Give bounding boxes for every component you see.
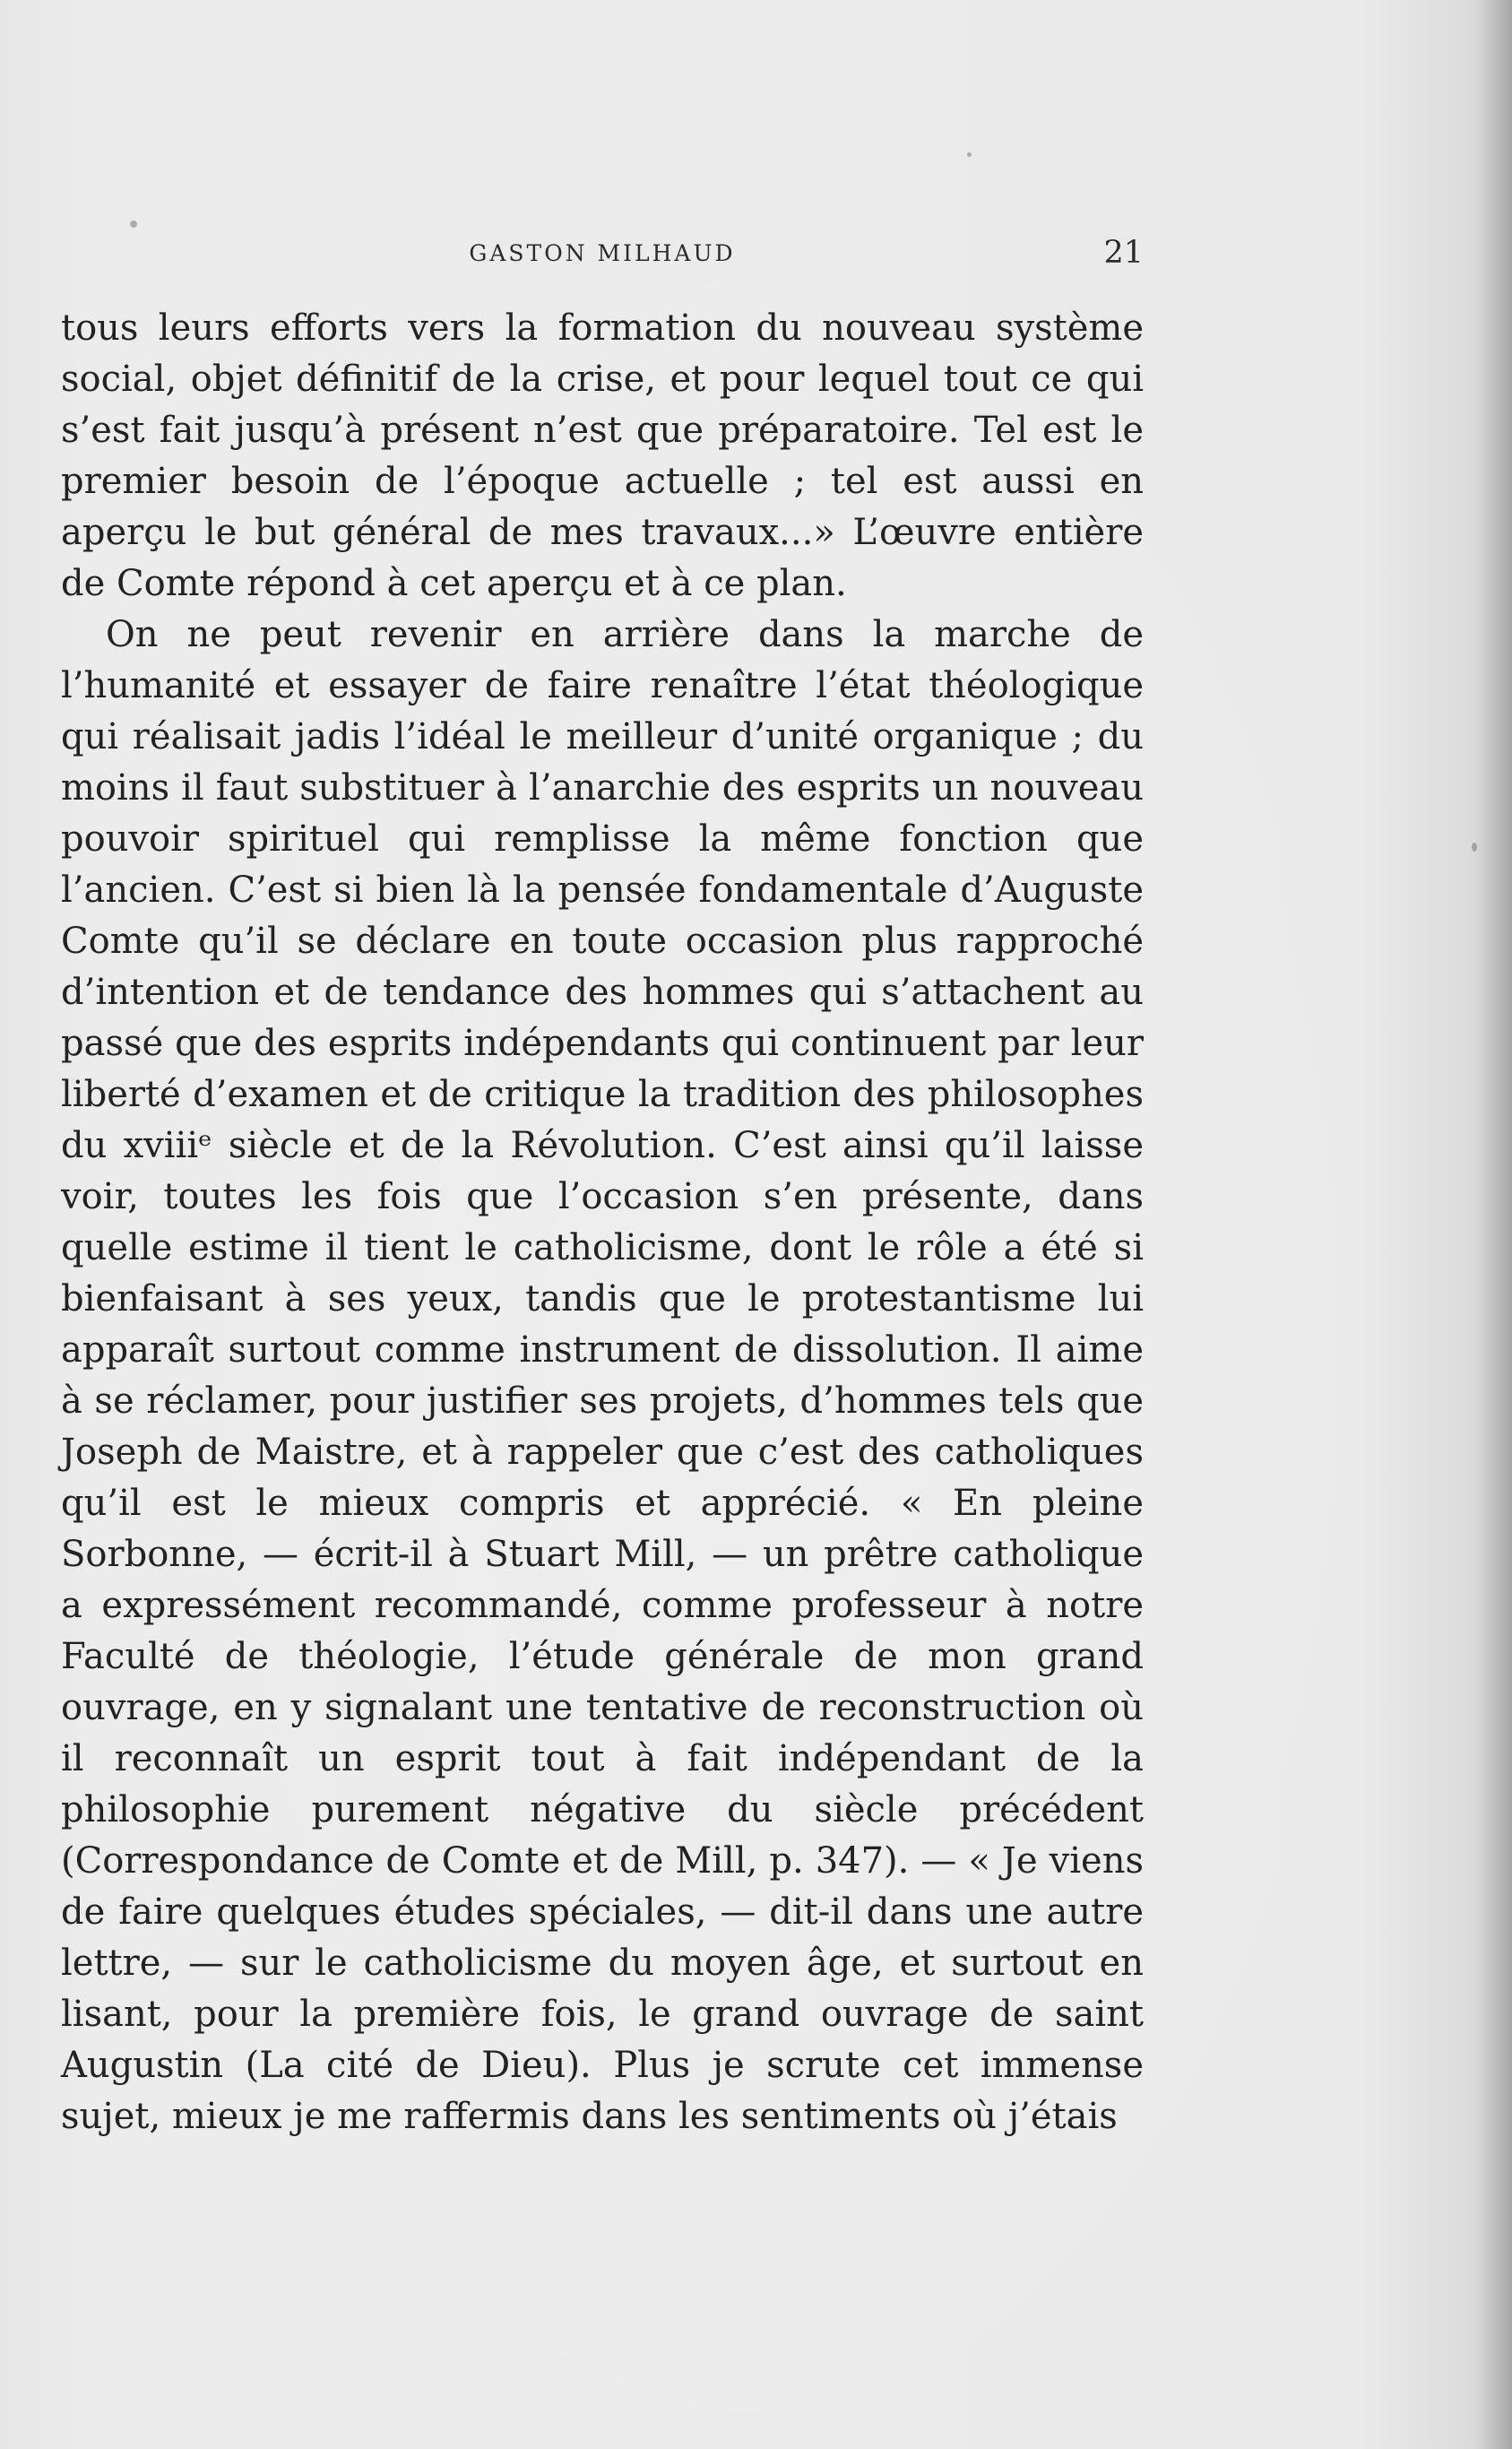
paragraph: On ne peut revenir en arrière dans la marche de l’humanité et essayer de faire renaître l’état théologique qui réalisait jadis l’idéal le meilleur d’unité organique ; du moins il faut substituer à l’anarchie des esprits un nouveau pouvoir spirituel qui remplisse la même fonction que l’ancien. C’est si bien là la pensée fondamentale d’Auguste Comte qu’il se déclare en toute occasion plus rapproché d’intention et de tendance des hommes qui s’attachent au passé que des esprits indépendants qui continuent par leur liberté d’examen et de critique la tradition des philosophes du xviiiᵉ siècle et de la Révolution. C’est ainsi qu’il laisse voir, toutes les fois que l’occasion s’en présente, dans quelle estime il tient le catholicisme, dont le rôle a été si bienfaisant à ses yeux, tandis que le protestantisme lui apparaît surtout comme instrument de dissolution. Il aime à se réclamer, pour justifier ses projets, d’hommes tels que Joseph de Maistre, et à rappeler que c’est des catholiques qu’il est le mieux compris et apprécié. « En pleine Sorbonne, — écrit-il à Stuart Mill, — un prêtre catholique a expressément recommandé, comme professeur à notre Faculté de théologie, l’étude générale de mon grand ouvrage, en y signalant une tentative de reconstruction où il reconnaît un esprit tout à fait indépendant de la philosophie purement négative du siècle précédent (Correspondance de Comte et de Mill, p. 347). — « Je viens de faire quelques études spéciales, — dit-il dans une autre lettre, — sur le catholicisme du moyen âge, et surtout en lisant, pour la première fois, le grand ouvrage de saint Augustin (La cité de Dieu). Plus je scrute cet immense sujet, mieux je me raffermis dans les sentiments où j’étais	[61, 614, 1144, 2137]
scan-speck	[130, 221, 137, 228]
body-text	[61, 303, 1144, 2142]
scan-speck	[1472, 843, 1477, 852]
page-number: 21	[1103, 235, 1144, 271]
paragraph: tous leurs efforts vers la formation du nouveau système social, objet définitif de la crise, et pour lequel tout ce qui s’est fait jusqu’à présent n’est que préparatoire. Tel est le premier besoin de l’époque actuelle ; tel est aussi en aperçu le but général de mes travaux...» L’œuvre entière de Comte répond à cet aperçu et à ce plan.	[61, 307, 1144, 604]
scan-speck	[967, 152, 972, 157]
page-header	[61, 235, 1144, 276]
page-edge-shadow	[1474, 0, 1512, 2449]
running-head: GASTON MILHAUD	[469, 240, 736, 266]
